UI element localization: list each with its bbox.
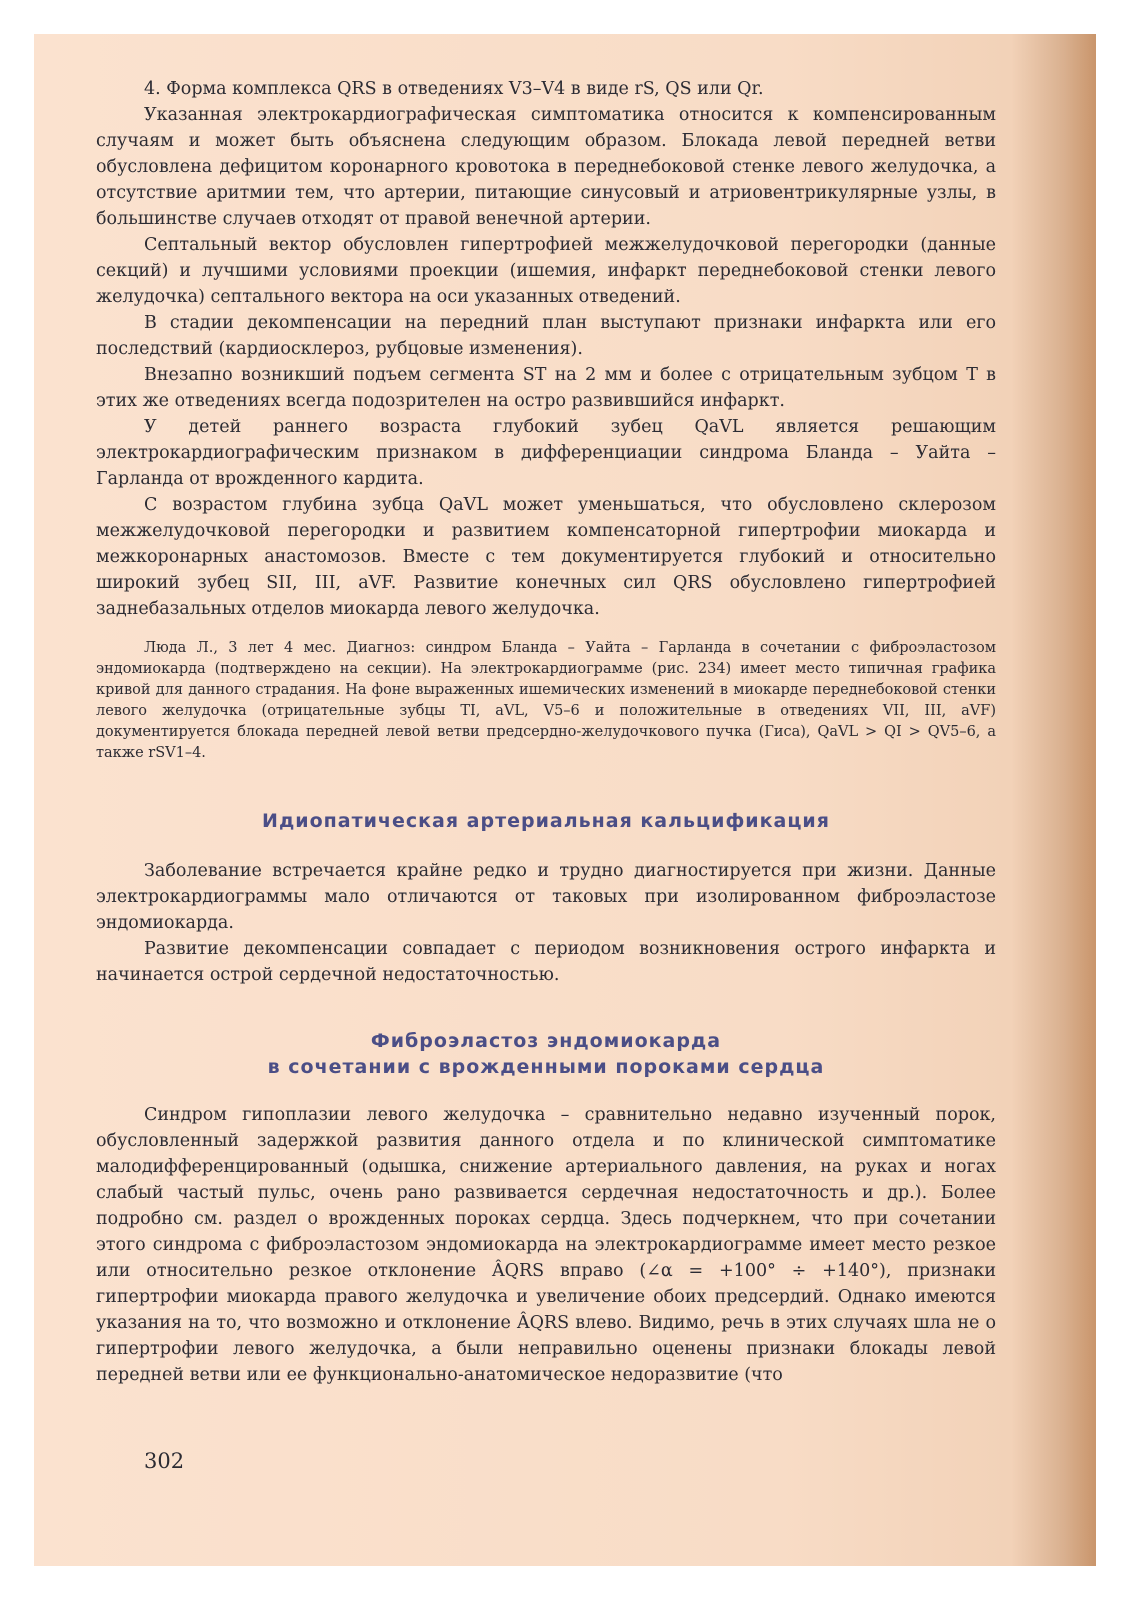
paragraph: Внезапно возникший подъем сегмента ST на 2 мм и более с отрицательным зубцом T в этих же отведениях всегда подозрителен на остро развившийся инфаркт. (96, 365, 996, 411)
paragraph: 4. Форма комплекса QRS в отведениях V3–V4 в виде rS, QS или Qr. (144, 79, 764, 99)
page-body (96, 76, 996, 1388)
paragraph: Синдром гипоплазии левого желудочка – сравнительно недавно изученный порок, обусловленный задержкой развития данного отдела и по клинической симптоматике малодифференцированный (одышка, снижение артериального давления, на руках и ногах слабый частый пульс, очень рано развивается сердечная недостаточность и др.). Более подробно см. раздел о врожденных пороках сердца. Здесь подчеркнем, что при сочетании этого синдрома с фиброэластозом эндомиокарда на электрокардиограмме имеет место резкое или относительно резкое отклонение ÂQRS вправо (∠α = +100° ÷ +140°), признаки гипертрофии миокарда правого желудочка и увеличение обоих предсердий. Однако имеются указания на то, что возможно и отклонение ÂQRS влево. Видимо, речь в этих случаях шла не о гипертрофии левого желудочка, а были неправильно оценены признаки блокады левой передней ветви или ее функционально-анатомическое недоразвитие (что (96, 1105, 996, 1385)
page-number: 302 (144, 1449, 185, 1473)
paragraph: Развитие декомпенсации совпадает с периодом возникновения острого инфаркта и начинается острой сердечной недостаточностью. (96, 939, 996, 985)
case-note: Люда Л., 3 лет 4 мес. Диагноз: синдром Бланда – Уайта – Гарланда в сочетании с фиброэластозом эндомиокарда (подтверждено на секции). На электрокардиограмме (рис. 234) имеет место типичная графика кривой для данного страдания. На фоне выраженных ишемических изменений в миокарде переднебоковой стенки левого желудочка (отрицательные зубцы TI, aVL, V5–6 и положительные в отведениях VII, III, aVF) документируется блокада передней левой ветви предсердно-желудочкового пучка (Гиса), QaVL > QI > QV5–6, а также rSV1–4. (96, 640, 996, 761)
paragraph: С возрастом глубина зубца QaVL может уменьшаться, что обусловлено склерозом межжелудочковой перегородки и развитием компенсаторной гипертрофии миокарда и межкоронарных анастомозов. Вместе с тем документируется глубокий и относительно широкий зубец SII, III, aVF. Развитие конечных сил QRS обусловлено гипертрофией заднебазальных отделов миокарда левого желудочка. (96, 495, 996, 619)
paragraph: Заболевание встречается крайне редко и трудно диагностируется при жизни. Данные электрокардиограммы мало отличаются от таковых при изолированном фиброэластозе эндомиокарда. (96, 861, 996, 933)
section-heading-fibroelastosis (96, 1028, 996, 1080)
section-heading-calcification: Идиопатическая артериальная кальцификация (262, 810, 830, 832)
section-heading-line-1: Фиброэластоз эндомиокарда (370, 1030, 722, 1052)
section-heading-line-2: в сочетании с врожденными пороками сердца (267, 1056, 825, 1078)
paragraph: В стадии декомпенсации на передний план выступают признаки инфаркта или его последствий (кардиосклероз, рубцовые изменения). (96, 313, 996, 359)
paragraph: У детей раннего возраста глубокий зубец QaVL является решающим электрокардиографическим признаком в дифференциации синдрома Бланда – Уайта – Гарланда от врожденного кардита. (96, 417, 996, 489)
paragraph: Септальный вектор обусловлен гипертрофией межжелудочковой перегородки (данные секций) и лучшими условиями проекции (ишемия, инфаркт переднебоковой стенки левого желудочка) септального вектора на оси указанных отведений. (96, 235, 996, 307)
paragraph: Указанная электрокардиографическая симптоматика относится к компенсированным случаям и может быть объяснена следующим образом. Блокада левой передней ветви обусловлена дефицитом коронарного кровотока в переднебоковой стенке левого желудочка, а отсутствие аритмии тем, что артерии, питающие синусовый и атриовентрикулярные узлы, в большинстве случаев отходят от правой венечной артерии. (96, 105, 996, 229)
